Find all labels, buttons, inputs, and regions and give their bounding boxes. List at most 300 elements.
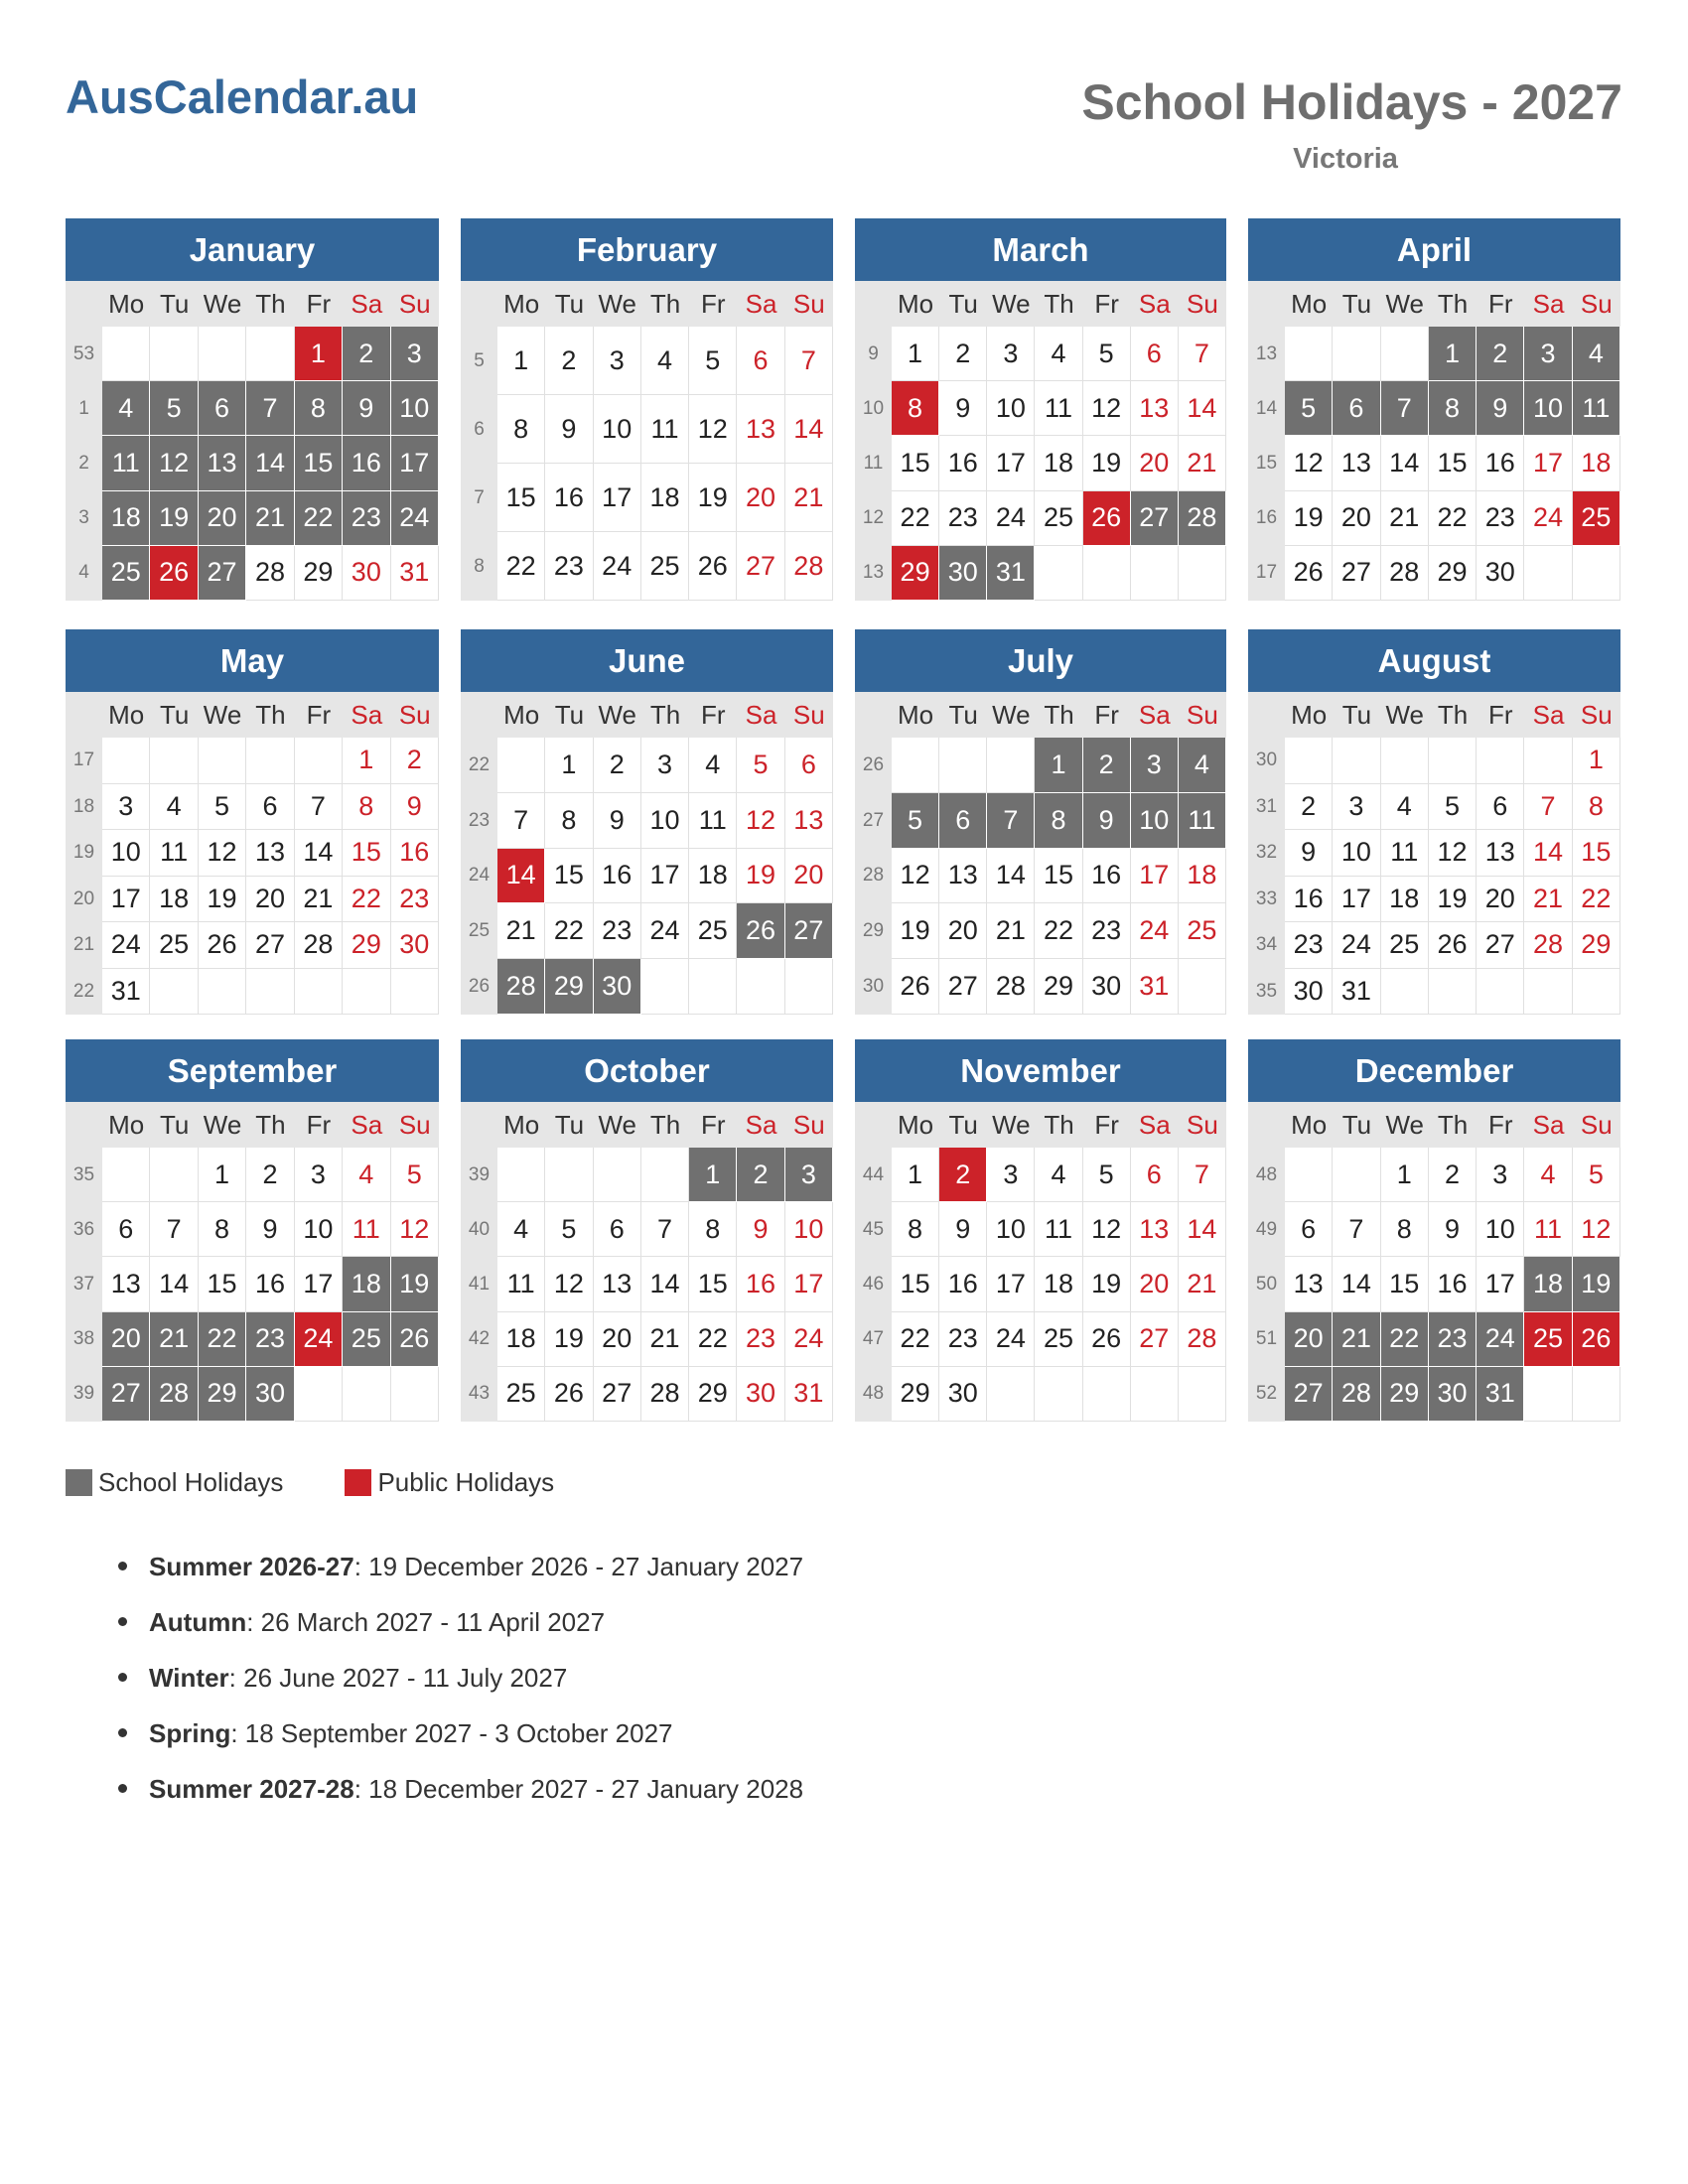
month-grid: [855, 692, 1226, 1015]
month-grid: [1248, 281, 1620, 601]
month-title: December: [1248, 1039, 1620, 1102]
day-cell: 21: [150, 1312, 198, 1367]
day-cell: 5: [689, 327, 737, 395]
day-cell: 17: [641, 849, 689, 904]
empty-day-cell: [391, 969, 439, 1016]
day-cell: 2: [939, 327, 987, 381]
day-cell: 18: [1035, 1257, 1082, 1311]
day-cell: 14: [641, 1257, 689, 1311]
day-cell: 19: [737, 849, 784, 904]
empty-day-cell: [1381, 738, 1429, 784]
day-cell: 14: [246, 436, 294, 490]
day-cell: 23: [1429, 1312, 1477, 1367]
day-cell: 30: [737, 1367, 784, 1422]
day-cell: 29: [1035, 959, 1082, 1015]
day-cell: 10: [987, 1202, 1035, 1257]
bullet-icon: [118, 1673, 127, 1682]
day-cell: 11: [343, 1202, 390, 1257]
month-september: [66, 1039, 439, 1422]
day-cell: 30: [1429, 1367, 1477, 1422]
week-row: [855, 1312, 1226, 1367]
weekday-header: [1248, 281, 1620, 327]
week-row: [1248, 877, 1620, 923]
day-cell: 7: [1524, 784, 1572, 831]
week-number: 20: [66, 877, 102, 923]
weekday-label: Mo: [898, 699, 934, 730]
day-cell: 1: [1429, 327, 1477, 381]
month-grid: [1248, 1102, 1620, 1422]
empty-day-cell: [737, 959, 784, 1015]
weekday-label: Sa: [1138, 288, 1171, 319]
period-name: Winter: [149, 1662, 229, 1693]
week-row: [855, 546, 1226, 601]
public-holiday-swatch: [345, 1469, 371, 1496]
empty-day-cell: [1524, 546, 1572, 601]
day-cell: 19: [689, 464, 737, 532]
empty-day-cell: [689, 959, 737, 1015]
weekday-label: Sa: [745, 699, 777, 730]
day-cell: 30: [343, 546, 390, 601]
day-cell: 28: [1524, 922, 1572, 969]
day-cell: 21: [295, 877, 343, 923]
day-cell: 21: [1179, 436, 1226, 490]
weekday-label: Tu: [554, 699, 585, 730]
day-cell: 4: [343, 1148, 390, 1202]
day-cell: 23: [343, 491, 390, 546]
day-cell: 7: [785, 327, 833, 395]
weekday-label: We: [992, 699, 1031, 730]
period-name: Summer 2026-27: [149, 1551, 354, 1581]
weekday-label: Sa: [351, 1109, 383, 1140]
day-cell: 1: [199, 1148, 246, 1202]
day-cell: 24: [987, 1312, 1035, 1367]
day-cell: 14: [1179, 381, 1226, 436]
week-number: 48: [1248, 1148, 1285, 1202]
week-row: [1248, 830, 1620, 877]
day-cell: 7: [246, 381, 294, 436]
day-cell: 27: [1285, 1367, 1333, 1422]
day-cell: 30: [391, 922, 439, 969]
week-number-header: [1248, 281, 1285, 327]
day-cell: 10: [1524, 381, 1572, 436]
day-cell: 22: [892, 1312, 939, 1367]
day-cell: 20: [594, 1312, 641, 1367]
legend-school-holidays: [66, 1467, 283, 1498]
day-cell: 8: [545, 793, 593, 849]
day-cell: 28: [150, 1367, 198, 1422]
day-cell: 22: [1381, 1312, 1429, 1367]
day-cell: 10: [102, 830, 150, 877]
day-cell: 18: [497, 1312, 545, 1367]
week-number: 27: [855, 793, 892, 849]
day-cell: 8: [892, 1202, 939, 1257]
week-row: [461, 849, 833, 904]
weekday-label: Su: [1187, 1109, 1218, 1140]
week-number: 16: [1248, 491, 1285, 546]
empty-day-cell: [246, 327, 294, 381]
weekday-label: Mo: [108, 699, 145, 730]
week-number: 41: [461, 1257, 497, 1311]
weekday-header: [855, 692, 1226, 738]
weekday-label: Sa: [351, 288, 383, 319]
day-cell: 24: [295, 1312, 343, 1367]
week-number: 48: [855, 1367, 892, 1422]
day-cell: 24: [1524, 491, 1572, 546]
day-cell: 7: [1179, 1148, 1226, 1202]
week-number-header: [1248, 692, 1285, 738]
weekday-label: Fr: [1094, 699, 1119, 730]
day-cell: 2: [246, 1148, 294, 1202]
day-cell: 11: [1524, 1202, 1572, 1257]
week-row: [855, 1367, 1226, 1422]
weekday-label: Fr: [306, 699, 332, 730]
week-number-header: [461, 281, 497, 327]
empty-day-cell: [641, 1148, 689, 1202]
weekday-label: Fr: [700, 1109, 726, 1140]
week-row: [855, 738, 1226, 793]
week-number: 11: [855, 436, 892, 490]
week-row: [855, 381, 1226, 436]
empty-day-cell: [939, 738, 987, 793]
day-cell: 6: [939, 793, 987, 849]
week-row: [855, 1257, 1226, 1311]
empty-day-cell: [150, 1148, 198, 1202]
week-row: [66, 969, 439, 1016]
day-cell: 4: [1573, 327, 1620, 381]
week-row: [1248, 327, 1620, 381]
period-item: [149, 1650, 803, 1706]
day-cell: 29: [892, 1367, 939, 1422]
weekday-label: We: [1385, 1109, 1424, 1140]
day-cell: 2: [391, 738, 439, 784]
day-cell: 31: [102, 969, 150, 1016]
week-number: 29: [855, 903, 892, 959]
day-cell: 6: [785, 738, 833, 793]
day-cell: 2: [1429, 1148, 1477, 1202]
day-cell: 2: [545, 327, 593, 395]
day-cell: 16: [1285, 877, 1333, 923]
day-cell: 18: [102, 491, 150, 546]
day-cell: 5: [892, 793, 939, 849]
day-cell: 17: [785, 1257, 833, 1311]
month-title: July: [855, 629, 1226, 692]
day-cell: 18: [1179, 849, 1226, 904]
day-cell: 23: [594, 903, 641, 959]
day-cell: 24: [641, 903, 689, 959]
week-row: [461, 793, 833, 849]
day-cell: 30: [1083, 959, 1131, 1015]
day-cell: 19: [545, 1312, 593, 1367]
day-cell: 2: [343, 327, 390, 381]
weekday-label: Su: [1580, 699, 1613, 730]
weekday-header: [1248, 692, 1620, 738]
week-row: [855, 327, 1226, 381]
empty-day-cell: [102, 738, 150, 784]
day-cell: 12: [737, 793, 784, 849]
day-cell: 23: [1083, 903, 1131, 959]
empty-day-cell: [1333, 327, 1380, 381]
period-dates: : 26 June 2027 - 11 July 2027: [228, 1662, 568, 1693]
empty-day-cell: [1285, 327, 1333, 381]
day-cell: 3: [594, 327, 641, 395]
week-row: [1248, 784, 1620, 831]
day-cell: 22: [1429, 491, 1477, 546]
month-grid: [66, 1102, 439, 1422]
weekday-label: Mo: [503, 288, 540, 319]
empty-day-cell: [343, 1367, 390, 1422]
empty-day-cell: [1179, 546, 1226, 601]
week-number: 17: [1248, 546, 1285, 601]
day-cell: 25: [689, 903, 737, 959]
day-cell: 15: [343, 830, 390, 877]
period-name: Summer 2027-28: [149, 1773, 354, 1804]
week-number: 3: [66, 491, 102, 546]
day-cell: 2: [737, 1148, 784, 1202]
day-cell: 23: [939, 1312, 987, 1367]
week-number: 19: [66, 830, 102, 877]
day-cell: 21: [1179, 1257, 1226, 1311]
week-row: [461, 1202, 833, 1257]
day-cell: 25: [343, 1312, 390, 1367]
weekday-label: Fr: [700, 699, 726, 730]
day-cell: 7: [641, 1202, 689, 1257]
day-cell: 17: [987, 436, 1035, 490]
day-cell: 13: [737, 395, 784, 464]
weekday-label: Sa: [1532, 288, 1565, 319]
day-cell: 30: [939, 546, 987, 601]
day-cell: 27: [1477, 922, 1524, 969]
weekday-label: Mo: [898, 1109, 934, 1140]
week-row: [1248, 738, 1620, 784]
month-title: April: [1248, 218, 1620, 281]
weekday-label: Th: [1437, 288, 1469, 319]
weekday-header: [855, 1102, 1226, 1148]
day-cell: 20: [1131, 1257, 1179, 1311]
day-cell: 1: [497, 327, 545, 395]
week-row: [66, 546, 439, 601]
day-cell: 18: [1524, 1257, 1572, 1311]
day-cell: 1: [1381, 1148, 1429, 1202]
week-row: [1248, 491, 1620, 546]
day-cell: 4: [1381, 784, 1429, 831]
day-cell: 25: [1035, 491, 1082, 546]
week-row: [461, 532, 833, 601]
day-cell: 10: [295, 1202, 343, 1257]
week-number: 47: [855, 1312, 892, 1367]
day-cell: 9: [737, 1202, 784, 1257]
day-cell: 10: [785, 1202, 833, 1257]
empty-day-cell: [1573, 1367, 1620, 1422]
empty-day-cell: [1524, 969, 1572, 1016]
day-cell: 17: [594, 464, 641, 532]
day-cell: 13: [1477, 830, 1524, 877]
month-march: [855, 218, 1226, 601]
empty-day-cell: [199, 969, 246, 1016]
day-cell: 17: [987, 1257, 1035, 1311]
day-cell: 31: [987, 546, 1035, 601]
weekday-label: Sa: [745, 288, 777, 319]
period-dates: : 19 December 2026 - 27 January 2027: [353, 1551, 804, 1581]
empty-day-cell: [1179, 959, 1226, 1015]
weekday-header: [855, 281, 1226, 327]
month-november: [855, 1039, 1226, 1422]
day-cell: 3: [102, 784, 150, 831]
day-cell: 23: [391, 877, 439, 923]
day-cell: 11: [1035, 381, 1082, 436]
day-cell: 9: [343, 381, 390, 436]
weekday-label: Th: [649, 1109, 681, 1140]
month-grid: [461, 281, 833, 601]
day-cell: 31: [391, 546, 439, 601]
week-number-header: [66, 1102, 102, 1148]
day-cell: 6: [1131, 1148, 1179, 1202]
day-cell: 28: [785, 532, 833, 601]
day-cell: 25: [1179, 903, 1226, 959]
week-row: [66, 327, 439, 381]
site-logo[interactable]: AusCalendar.au: [66, 70, 419, 123]
day-cell: 22: [892, 491, 939, 546]
day-cell: 7: [1179, 327, 1226, 381]
month-grid: [461, 692, 833, 1015]
day-cell: 5: [199, 784, 246, 831]
month-grid: [66, 281, 439, 601]
day-cell: 22: [199, 1312, 246, 1367]
day-cell: 19: [391, 1257, 439, 1311]
day-cell: 9: [391, 784, 439, 831]
day-cell: 26: [1083, 491, 1131, 546]
week-number: 28: [855, 849, 892, 904]
empty-day-cell: [987, 1367, 1035, 1422]
weekday-label: Sa: [1532, 1109, 1565, 1140]
period-item: [149, 1594, 803, 1650]
week-number: 35: [66, 1148, 102, 1202]
empty-day-cell: [1285, 738, 1333, 784]
week-row: [66, 1312, 439, 1367]
month-may: [66, 629, 439, 1015]
week-number: 17: [66, 738, 102, 784]
day-cell: 21: [1524, 877, 1572, 923]
day-cell: 26: [199, 922, 246, 969]
day-cell: 21: [641, 1312, 689, 1367]
day-cell: 29: [1573, 922, 1620, 969]
week-number: 42: [461, 1312, 497, 1367]
day-cell: 24: [594, 532, 641, 601]
weekday-label: Th: [255, 1109, 286, 1140]
week-number-header: [855, 281, 892, 327]
day-cell: 13: [594, 1257, 641, 1311]
week-number-header: [461, 1102, 497, 1148]
day-cell: 15: [545, 849, 593, 904]
week-row: [1248, 1148, 1620, 1202]
day-cell: 19: [1429, 877, 1477, 923]
week-row: [66, 1148, 439, 1202]
day-cell: 25: [1035, 1312, 1082, 1367]
empty-day-cell: [1333, 1148, 1380, 1202]
day-cell: 19: [1573, 1257, 1620, 1311]
week-row: [461, 959, 833, 1015]
day-cell: 20: [1285, 1312, 1333, 1367]
weekday-label: Fr: [306, 1109, 332, 1140]
day-cell: 28: [246, 546, 294, 601]
week-number: 22: [66, 969, 102, 1016]
week-number: 13: [855, 546, 892, 601]
day-cell: 20: [246, 877, 294, 923]
week-row: [66, 1202, 439, 1257]
weekday-label: We: [598, 288, 636, 319]
empty-day-cell: [1333, 738, 1380, 784]
day-cell: 16: [939, 1257, 987, 1311]
week-row: [1248, 436, 1620, 490]
week-number: 40: [461, 1202, 497, 1257]
month-grid: [1248, 692, 1620, 1015]
day-cell: 7: [150, 1202, 198, 1257]
day-cell: 11: [1035, 1202, 1082, 1257]
week-number: 43: [461, 1367, 497, 1422]
weekday-label: Mo: [1291, 699, 1328, 730]
day-cell: 19: [199, 877, 246, 923]
period-item: [149, 1706, 803, 1761]
weekday-label: Mo: [1291, 288, 1328, 319]
day-cell: 30: [594, 959, 641, 1015]
day-cell: 27: [1131, 491, 1179, 546]
legend-public-holidays: [345, 1467, 554, 1498]
day-cell: 16: [545, 464, 593, 532]
day-cell: 10: [594, 395, 641, 464]
weekday-label: Th: [649, 288, 681, 319]
day-cell: 8: [1381, 1202, 1429, 1257]
day-cell: 4: [689, 738, 737, 793]
weekday-label: We: [992, 288, 1031, 319]
weekday-label: Tu: [948, 1109, 978, 1140]
day-cell: 26: [1285, 546, 1333, 601]
day-cell: 27: [737, 532, 784, 601]
weekday-label: We: [1385, 288, 1424, 319]
empty-day-cell: [295, 969, 343, 1016]
day-cell: 10: [1477, 1202, 1524, 1257]
week-row: [461, 1148, 833, 1202]
weekday-label: Mo: [1291, 1109, 1328, 1140]
weekday-label: We: [598, 1109, 636, 1140]
week-row: [1248, 922, 1620, 969]
day-cell: 4: [102, 381, 150, 436]
week-row: [1248, 1312, 1620, 1367]
period-dates: : 18 September 2027 - 3 October 2027: [230, 1717, 673, 1748]
day-cell: 10: [391, 381, 439, 436]
day-cell: 24: [1333, 922, 1380, 969]
day-cell: 27: [246, 922, 294, 969]
empty-day-cell: [150, 327, 198, 381]
weekday-label: Tu: [159, 1109, 190, 1140]
day-cell: 4: [1035, 327, 1082, 381]
week-number-header: [855, 692, 892, 738]
week-number: 39: [461, 1148, 497, 1202]
empty-day-cell: [150, 738, 198, 784]
day-cell: 20: [939, 903, 987, 959]
week-number: 25: [461, 903, 497, 959]
empty-day-cell: [1381, 969, 1429, 1016]
week-number-header: [66, 692, 102, 738]
day-cell: 11: [497, 1257, 545, 1311]
day-cell: 9: [1477, 381, 1524, 436]
week-row: [1248, 546, 1620, 601]
day-cell: 30: [1285, 969, 1333, 1016]
month-title: March: [855, 218, 1226, 281]
day-cell: 22: [497, 532, 545, 601]
empty-day-cell: [391, 1367, 439, 1422]
weekday-label: Tu: [1341, 699, 1372, 730]
day-cell: 5: [391, 1148, 439, 1202]
day-cell: 2: [939, 1148, 987, 1202]
